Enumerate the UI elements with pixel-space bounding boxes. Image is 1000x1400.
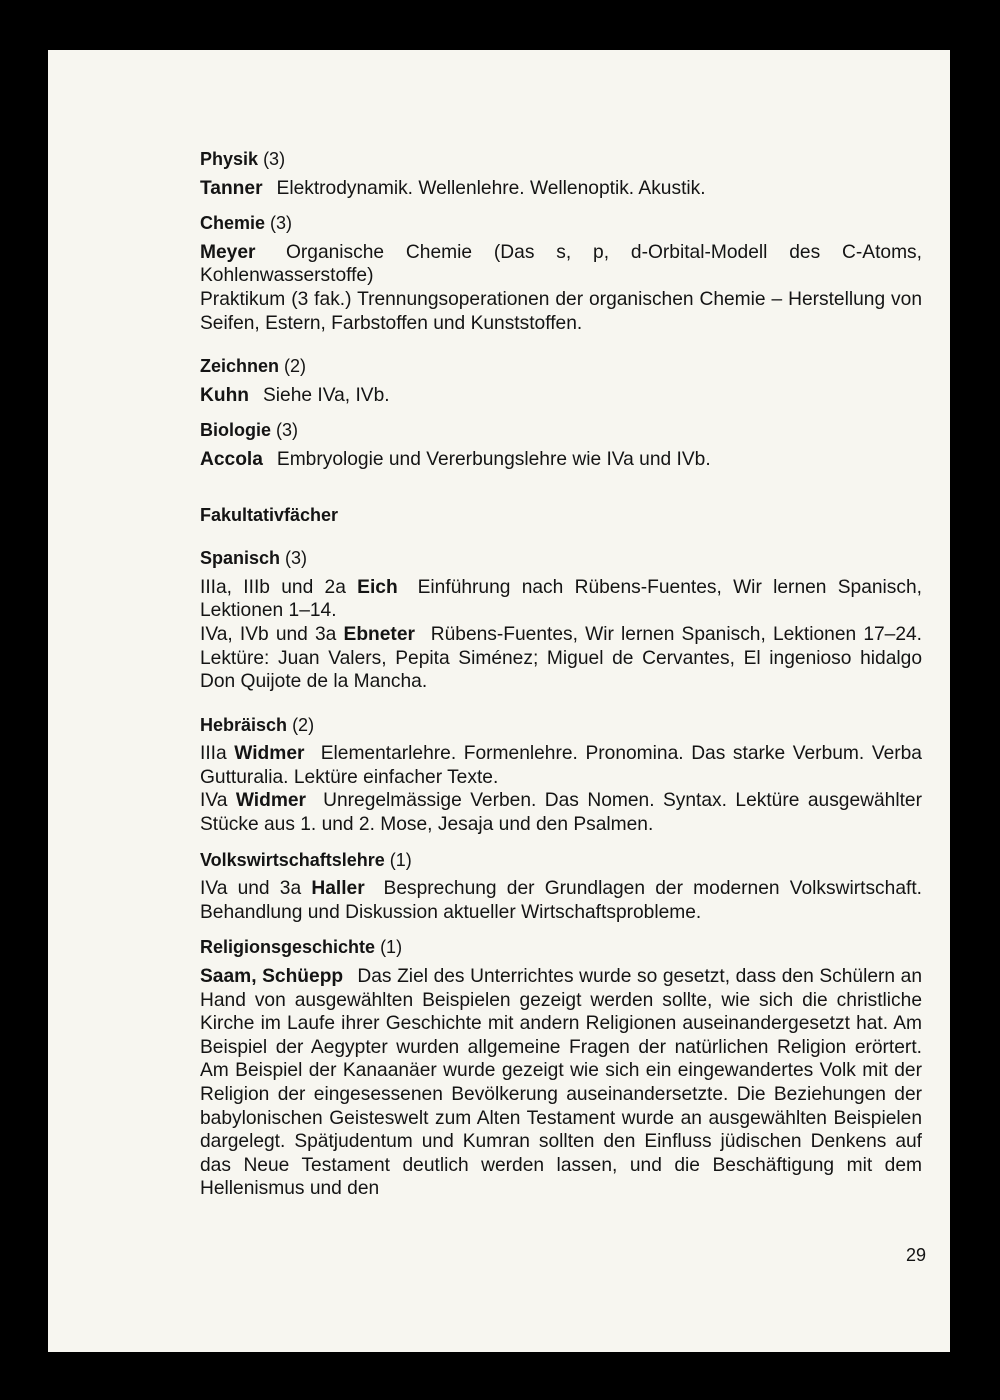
spanisch-name: Spanisch xyxy=(200,548,281,569)
hebraeisch-name: Hebräisch xyxy=(200,714,288,735)
hebraeisch-entry-1-teacher: Widmer xyxy=(234,743,305,765)
spanisch-hours: (3) xyxy=(285,548,308,569)
biologie-text: Embryologie und Vererbungslehre wie IVa und IVb. xyxy=(276,448,711,470)
religion-heading xyxy=(200,936,922,960)
page-number: 29 xyxy=(905,1245,926,1265)
spanisch-entry-1-classes: IIIa, IIIb und 2a xyxy=(200,576,346,598)
biologie-name: Biologie xyxy=(200,420,271,441)
zeichnen-text: Siehe IVa, IVb. xyxy=(263,384,390,406)
physik-name: Physik xyxy=(200,149,259,169)
zeichnen-teacher: Kuhn xyxy=(200,384,250,406)
hebraeisch-entry-2-text: Unregelmässige Verben. Das Nomen. Syntax. Lektüre ausgewählter Stücke aus 1. und 2. Mose, Jesaja und den Psalmen. xyxy=(200,790,922,836)
hebraeisch-entry-2 xyxy=(200,789,922,836)
biologie-hours: (3) xyxy=(276,420,299,441)
fakultativ-section-title: Fakultativfächer xyxy=(200,504,339,525)
hebraeisch-entry-1-classes: IIIa xyxy=(200,743,227,765)
hebraeisch-entry-1-text: Elementarlehre. Formenlehre. Pronomina. Das starke Verbum. Verba Gutturalia. Lektüre einfacher Texte. xyxy=(200,743,922,788)
zeichnen-heading xyxy=(200,355,922,379)
chemie-text: Organische Chemie (Das s, p, d-Orbital-Modell des C-Atoms, Kohlenwasserstoffe) xyxy=(200,241,922,287)
biologie-heading xyxy=(200,419,922,443)
hebraeisch-entry-2-teacher: Widmer xyxy=(235,790,307,812)
religion-entry xyxy=(200,965,922,1201)
volkswirtschaft-classes: IVa und 3a xyxy=(200,878,302,900)
page-content xyxy=(200,148,922,1201)
volkswirtschaft-text: Besprechung der Grundlagen der modernen Volkswirtschaft. Behandlung und Diskussion aktueller Wirtschaftsprobleme. xyxy=(200,878,922,923)
chemie-heading xyxy=(200,212,922,236)
spanisch-entry-2-text: Rübens-Fuentes, Wir lernen Spanisch, Lektionen 17–24. Lektüre: Juan Valers, Pepita Siménez; Miguel de Cervantes, El ingenioso hidalgo Don Quijote de la Mancha. xyxy=(200,623,923,693)
chemie-name: Chemie xyxy=(200,213,266,234)
chemie-teacher: Meyer xyxy=(200,241,256,263)
volkswirtschaft-teacher: Haller xyxy=(311,878,365,900)
physik-teacher: Tanner xyxy=(200,177,263,199)
physik-entry xyxy=(200,177,922,201)
spanisch-heading xyxy=(200,547,922,571)
hebraeisch-entry-1 xyxy=(200,742,922,789)
spanisch-entry-2 xyxy=(200,623,922,694)
document-page xyxy=(48,50,950,1352)
biologie-teacher: Accola xyxy=(200,448,263,470)
hebraeisch-hours: (2) xyxy=(292,714,315,735)
spanisch-entry-2-classes: IVa, IVb und 3a xyxy=(200,623,337,645)
volkswirtschaft-heading xyxy=(200,849,922,873)
chemie-entry xyxy=(200,241,922,288)
hebraeisch-heading xyxy=(200,714,922,738)
zeichnen-entry xyxy=(200,384,922,408)
religion-text: Das Ziel des Unterrichtes wurde so gesetzt, dass den Schülern an Hand von ausgewählten Beispielen gezeigt werden sollte, wie sich die christliche Kirche im Laufe ihrer Geschichte mit andern Religionen auseinandergesetzt hat. Am Beispiel der Aegypter wurden allgemeine Fragen der natürlichen Religion erörtert. Am Beispiel der Kanaanäer wurde gezeigt wie sich ein eingewandertes Volk mit der Religion der eingesessenen Bevölkerung auseinandersetzte. Die Beziehungen der babylonischen Geisteswelt zum Alten Testament wurde an ausgewählten Beispielen dargelegt. Spätjudentum und Kumran sollten den Einfluss jüdischen Denkens auf das Neue Testament deutlich werden lassen, und die Beschäftigung mit dem Hellenismus und den xyxy=(200,966,922,1200)
physik-text: Elektrodynamik. Wellenlehre. Wellenoptik. Akustik. xyxy=(276,177,706,199)
biologie-entry xyxy=(200,448,922,472)
zeichnen-hours: (2) xyxy=(284,356,307,377)
chemie-hours: (3) xyxy=(270,213,293,234)
religion-name: Religionsgeschichte xyxy=(200,937,376,958)
physik-hours: (3) xyxy=(263,149,286,169)
hebraeisch-entry-2-classes: IVa xyxy=(200,790,228,812)
spanisch-entry-1-teacher: Eich xyxy=(357,576,398,598)
chemie-praktikum: Praktikum (3 fak.) Trennungsoperationen der organischen Chemie – Herstellung von Seifen, Estern, Farbstoffen und Kunststoffen. xyxy=(200,288,922,334)
spanisch-entry-1 xyxy=(200,576,922,623)
volkswirtschaft-name: Volkswirtschaftslehre xyxy=(200,849,385,870)
volkswirtschaft-hours: (1) xyxy=(389,849,412,870)
physik-heading xyxy=(200,148,922,172)
volkswirtschaft-entry xyxy=(200,877,922,924)
spanisch-entry-1-text: Einführung nach Rübens-Fuentes, Wir lernen Spanisch, Lektionen 1–14. xyxy=(200,576,923,622)
spanisch-entry-2-teacher: Ebneter xyxy=(343,623,415,645)
religion-hours: (1) xyxy=(380,937,403,958)
zeichnen-name: Zeichnen xyxy=(200,356,280,377)
religion-teacher: Saam, Schüepp xyxy=(200,966,344,988)
